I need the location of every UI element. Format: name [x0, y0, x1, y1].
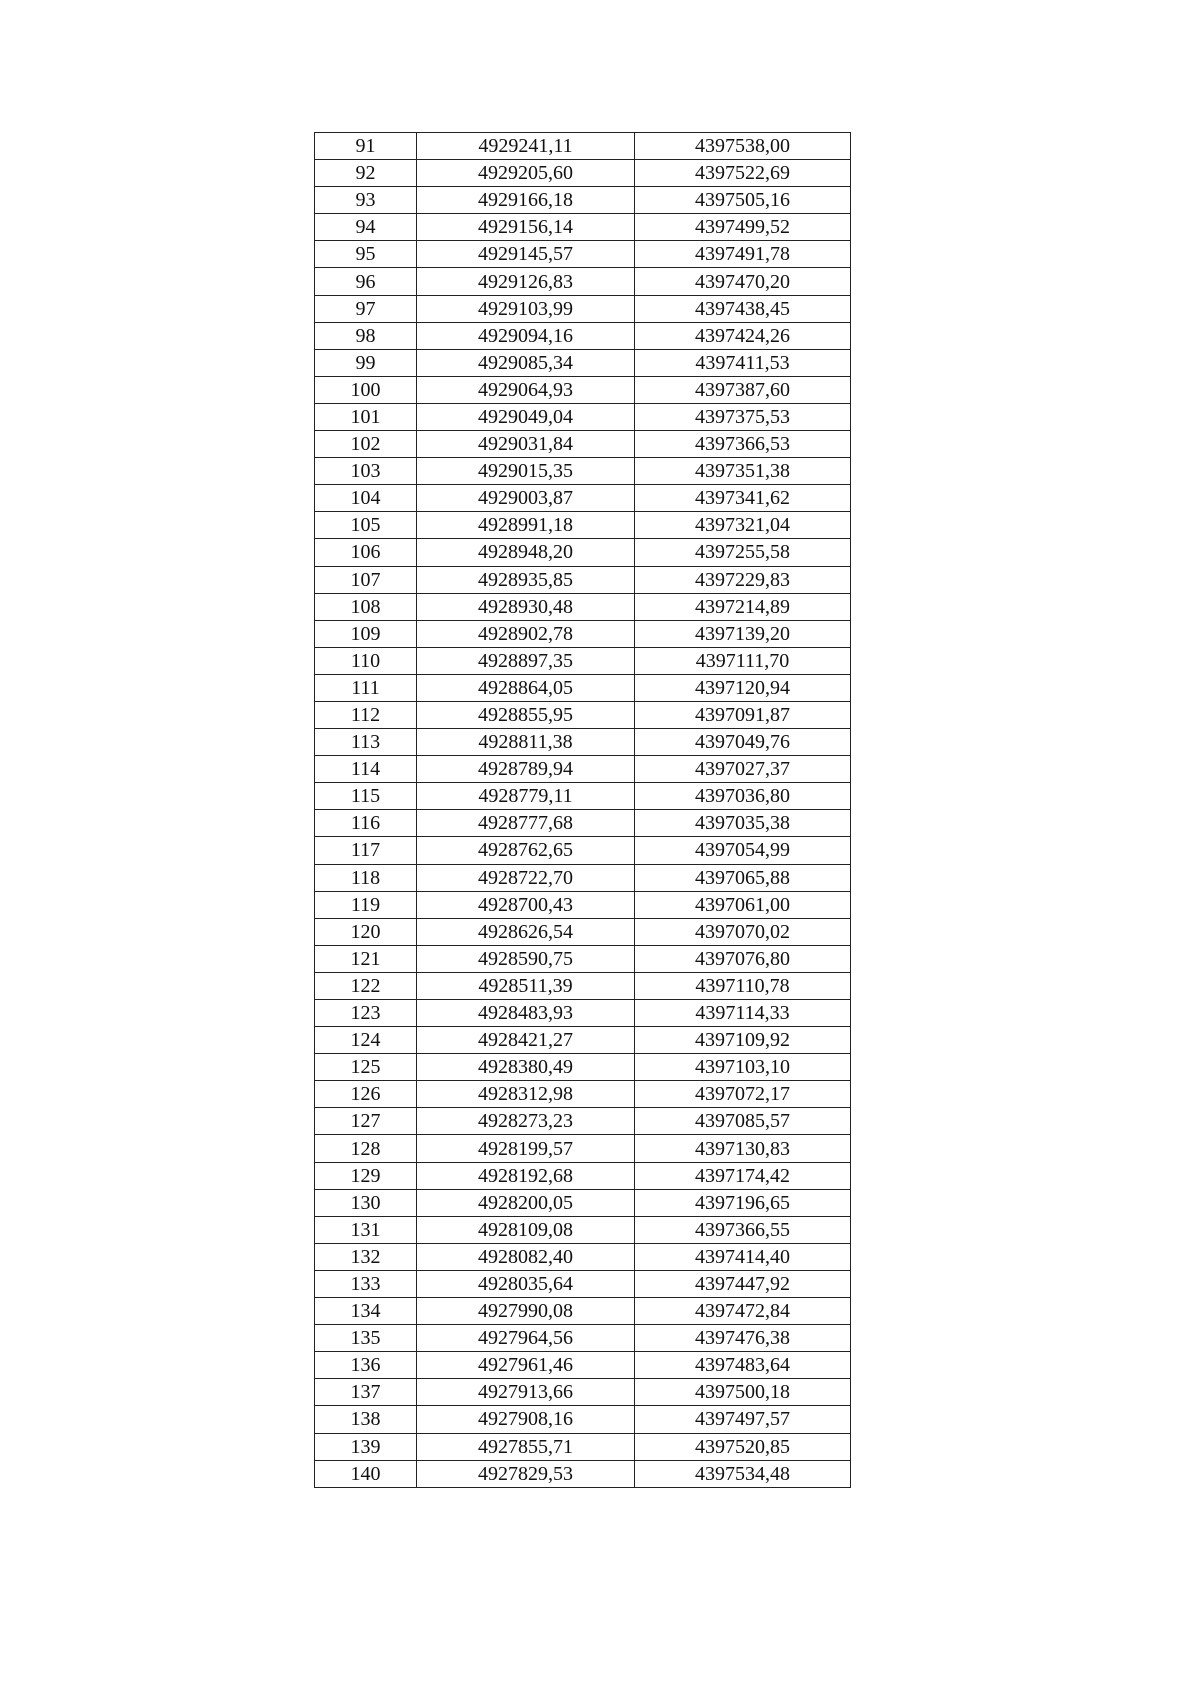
- y-coordinate-cell: 4397229,83: [635, 566, 851, 593]
- table-row: [315, 810, 851, 837]
- point-number-cell: 107: [315, 566, 417, 593]
- x-coordinate-cell: 4928312,98: [417, 1081, 635, 1108]
- y-coordinate-cell: 4397110,78: [635, 972, 851, 999]
- y-coordinate-cell: 4397351,38: [635, 458, 851, 485]
- x-coordinate-cell: 4928722,70: [417, 864, 635, 891]
- point-number-cell: 121: [315, 945, 417, 972]
- point-number-cell: 100: [315, 376, 417, 403]
- point-number-cell: 109: [315, 620, 417, 647]
- y-coordinate-cell: 4397109,92: [635, 1027, 851, 1054]
- y-coordinate-cell: 4397061,00: [635, 891, 851, 918]
- y-coordinate-cell: 4397438,45: [635, 295, 851, 322]
- point-number-cell: 131: [315, 1216, 417, 1243]
- y-coordinate-cell: 4397036,80: [635, 783, 851, 810]
- x-coordinate-cell: 4928109,08: [417, 1216, 635, 1243]
- x-coordinate-cell: 4928935,85: [417, 566, 635, 593]
- point-number-cell: 115: [315, 783, 417, 810]
- table-row: [315, 458, 851, 485]
- point-number-cell: 120: [315, 918, 417, 945]
- table-row: [315, 1027, 851, 1054]
- point-number-cell: 96: [315, 268, 417, 295]
- point-number-cell: 108: [315, 593, 417, 620]
- x-coordinate-cell: 4929015,35: [417, 458, 635, 485]
- table-row: [315, 972, 851, 999]
- point-number-cell: 98: [315, 322, 417, 349]
- point-number-cell: 139: [315, 1433, 417, 1460]
- point-number-cell: 106: [315, 539, 417, 566]
- x-coordinate-cell: 4928700,43: [417, 891, 635, 918]
- point-number-cell: 136: [315, 1352, 417, 1379]
- x-coordinate-cell: 4927961,46: [417, 1352, 635, 1379]
- y-coordinate-cell: 4397538,00: [635, 133, 851, 160]
- table-row: [315, 1162, 851, 1189]
- table-row: [315, 1081, 851, 1108]
- table-row: [315, 647, 851, 674]
- point-number-cell: 94: [315, 214, 417, 241]
- x-coordinate-cell: 4928200,05: [417, 1189, 635, 1216]
- table-row: [315, 1135, 851, 1162]
- point-number-cell: 140: [315, 1460, 417, 1487]
- x-coordinate-cell: 4929145,57: [417, 241, 635, 268]
- table-row: [315, 783, 851, 810]
- y-coordinate-cell: 4397196,65: [635, 1189, 851, 1216]
- x-coordinate-cell: 4927829,53: [417, 1460, 635, 1487]
- table-row: [315, 566, 851, 593]
- table-row: [315, 701, 851, 728]
- x-coordinate-cell: 4929049,04: [417, 403, 635, 430]
- point-number-cell: 118: [315, 864, 417, 891]
- point-number-cell: 104: [315, 485, 417, 512]
- y-coordinate-cell: 4397500,18: [635, 1379, 851, 1406]
- table-row: [315, 295, 851, 322]
- x-coordinate-cell: 4928380,49: [417, 1054, 635, 1081]
- y-coordinate-cell: 4397387,60: [635, 376, 851, 403]
- x-coordinate-cell: 4928626,54: [417, 918, 635, 945]
- point-number-cell: 110: [315, 647, 417, 674]
- x-coordinate-cell: 4929126,83: [417, 268, 635, 295]
- table-row: [315, 729, 851, 756]
- table-row: [315, 1406, 851, 1433]
- x-coordinate-cell: 4929205,60: [417, 160, 635, 187]
- x-coordinate-cell: 4927913,66: [417, 1379, 635, 1406]
- x-coordinate-cell: 4928035,64: [417, 1270, 635, 1297]
- y-coordinate-cell: 4397414,40: [635, 1243, 851, 1270]
- point-number-cell: 113: [315, 729, 417, 756]
- table-row: [315, 674, 851, 701]
- table-row: [315, 593, 851, 620]
- y-coordinate-cell: 4397411,53: [635, 349, 851, 376]
- x-coordinate-cell: 4929103,99: [417, 295, 635, 322]
- x-coordinate-cell: 4928948,20: [417, 539, 635, 566]
- y-coordinate-cell: 4397054,99: [635, 837, 851, 864]
- table-row: [315, 268, 851, 295]
- y-coordinate-cell: 4397447,92: [635, 1270, 851, 1297]
- point-number-cell: 135: [315, 1325, 417, 1352]
- x-coordinate-cell: 4928273,23: [417, 1108, 635, 1135]
- point-number-cell: 116: [315, 810, 417, 837]
- point-number-cell: 117: [315, 837, 417, 864]
- x-coordinate-cell: 4928991,18: [417, 512, 635, 539]
- x-coordinate-cell: 4928930,48: [417, 593, 635, 620]
- y-coordinate-cell: 4397483,64: [635, 1352, 851, 1379]
- point-number-cell: 127: [315, 1108, 417, 1135]
- y-coordinate-cell: 4397076,80: [635, 945, 851, 972]
- point-number-cell: 112: [315, 701, 417, 728]
- point-number-cell: 134: [315, 1298, 417, 1325]
- table-row: [315, 1270, 851, 1297]
- y-coordinate-cell: 4397520,85: [635, 1433, 851, 1460]
- y-coordinate-cell: 4397174,42: [635, 1162, 851, 1189]
- point-number-cell: 137: [315, 1379, 417, 1406]
- table-row: [315, 133, 851, 160]
- y-coordinate-cell: 4397130,83: [635, 1135, 851, 1162]
- point-number-cell: 99: [315, 349, 417, 376]
- x-coordinate-cell: 4928789,94: [417, 756, 635, 783]
- table-row: [315, 376, 851, 403]
- point-number-cell: 138: [315, 1406, 417, 1433]
- point-number-cell: 102: [315, 431, 417, 458]
- table-row: [315, 945, 851, 972]
- x-coordinate-cell: 4927990,08: [417, 1298, 635, 1325]
- table-row: [315, 756, 851, 783]
- x-coordinate-cell: 4929064,93: [417, 376, 635, 403]
- x-coordinate-cell: 4927855,71: [417, 1433, 635, 1460]
- y-coordinate-cell: 4397476,38: [635, 1325, 851, 1352]
- x-coordinate-cell: 4928590,75: [417, 945, 635, 972]
- y-coordinate-cell: 4397499,52: [635, 214, 851, 241]
- table-row: [315, 837, 851, 864]
- table-row: [315, 214, 851, 241]
- y-coordinate-cell: 4397120,94: [635, 674, 851, 701]
- x-coordinate-cell: 4928777,68: [417, 810, 635, 837]
- table-row: [315, 1433, 851, 1460]
- table-row: [315, 1108, 851, 1135]
- x-coordinate-cell: 4928511,39: [417, 972, 635, 999]
- point-number-cell: 130: [315, 1189, 417, 1216]
- table-row: [315, 187, 851, 214]
- y-coordinate-cell: 4397065,88: [635, 864, 851, 891]
- x-coordinate-cell: 4928902,78: [417, 620, 635, 647]
- x-coordinate-cell: 4928762,65: [417, 837, 635, 864]
- x-coordinate-cell: 4929003,87: [417, 485, 635, 512]
- table-row: [315, 1460, 851, 1487]
- y-coordinate-cell: 4397214,89: [635, 593, 851, 620]
- y-coordinate-cell: 4397085,57: [635, 1108, 851, 1135]
- x-coordinate-cell: 4929094,16: [417, 322, 635, 349]
- y-coordinate-cell: 4397366,55: [635, 1216, 851, 1243]
- point-number-cell: 97: [315, 295, 417, 322]
- y-coordinate-cell: 4397366,53: [635, 431, 851, 458]
- y-coordinate-cell: 4397114,33: [635, 1000, 851, 1027]
- table-row: [315, 1216, 851, 1243]
- y-coordinate-cell: 4397522,69: [635, 160, 851, 187]
- x-coordinate-cell: 4927908,16: [417, 1406, 635, 1433]
- x-coordinate-cell: 4929031,84: [417, 431, 635, 458]
- table-row: [315, 1243, 851, 1270]
- y-coordinate-cell: 4397035,38: [635, 810, 851, 837]
- y-coordinate-cell: 4397103,10: [635, 1054, 851, 1081]
- table-row: [315, 485, 851, 512]
- table-row: [315, 539, 851, 566]
- x-coordinate-cell: 4928192,68: [417, 1162, 635, 1189]
- point-number-cell: 103: [315, 458, 417, 485]
- y-coordinate-cell: 4397505,16: [635, 187, 851, 214]
- y-coordinate-cell: 4397321,04: [635, 512, 851, 539]
- table-row: [315, 864, 851, 891]
- x-coordinate-cell: 4929241,11: [417, 133, 635, 160]
- y-coordinate-cell: 4397472,84: [635, 1298, 851, 1325]
- y-coordinate-cell: 4397341,62: [635, 485, 851, 512]
- point-number-cell: 114: [315, 756, 417, 783]
- y-coordinate-cell: 4397072,17: [635, 1081, 851, 1108]
- point-number-cell: 111: [315, 674, 417, 701]
- coordinates-table-body: [315, 133, 851, 1488]
- point-number-cell: 119: [315, 891, 417, 918]
- x-coordinate-cell: 4928864,05: [417, 674, 635, 701]
- table-row: [315, 1000, 851, 1027]
- point-number-cell: 125: [315, 1054, 417, 1081]
- y-coordinate-cell: 4397139,20: [635, 620, 851, 647]
- table-row: [315, 1189, 851, 1216]
- x-coordinate-cell: 4929085,34: [417, 349, 635, 376]
- table-row: [315, 1379, 851, 1406]
- point-number-cell: 128: [315, 1135, 417, 1162]
- x-coordinate-cell: 4928779,11: [417, 783, 635, 810]
- table-row: [315, 620, 851, 647]
- point-number-cell: 92: [315, 160, 417, 187]
- point-number-cell: 91: [315, 133, 417, 160]
- coordinates-table: [314, 132, 851, 1488]
- point-number-cell: 126: [315, 1081, 417, 1108]
- x-coordinate-cell: 4928199,57: [417, 1135, 635, 1162]
- x-coordinate-cell: 4928855,95: [417, 701, 635, 728]
- y-coordinate-cell: 4397049,76: [635, 729, 851, 756]
- x-coordinate-cell: 4927964,56: [417, 1325, 635, 1352]
- x-coordinate-cell: 4928811,38: [417, 729, 635, 756]
- x-coordinate-cell: 4928421,27: [417, 1027, 635, 1054]
- y-coordinate-cell: 4397070,02: [635, 918, 851, 945]
- point-number-cell: 101: [315, 403, 417, 430]
- point-number-cell: 124: [315, 1027, 417, 1054]
- table-row: [315, 918, 851, 945]
- y-coordinate-cell: 4397091,87: [635, 701, 851, 728]
- x-coordinate-cell: 4928897,35: [417, 647, 635, 674]
- table-row: [315, 1352, 851, 1379]
- table-row: [315, 322, 851, 349]
- table-row: [315, 241, 851, 268]
- y-coordinate-cell: 4397497,57: [635, 1406, 851, 1433]
- y-coordinate-cell: 4397027,37: [635, 756, 851, 783]
- point-number-cell: 129: [315, 1162, 417, 1189]
- x-coordinate-cell: 4928483,93: [417, 1000, 635, 1027]
- point-number-cell: 133: [315, 1270, 417, 1297]
- table-row: [315, 160, 851, 187]
- table-row: [315, 403, 851, 430]
- y-coordinate-cell: 4397111,70: [635, 647, 851, 674]
- point-number-cell: 93: [315, 187, 417, 214]
- y-coordinate-cell: 4397534,48: [635, 1460, 851, 1487]
- y-coordinate-cell: 4397491,78: [635, 241, 851, 268]
- y-coordinate-cell: 4397470,20: [635, 268, 851, 295]
- x-coordinate-cell: 4929166,18: [417, 187, 635, 214]
- x-coordinate-cell: 4929156,14: [417, 214, 635, 241]
- table-row: [315, 349, 851, 376]
- table-row: [315, 891, 851, 918]
- y-coordinate-cell: 4397375,53: [635, 403, 851, 430]
- table-row: [315, 1054, 851, 1081]
- table-row: [315, 512, 851, 539]
- x-coordinate-cell: 4928082,40: [417, 1243, 635, 1270]
- table-row: [315, 1325, 851, 1352]
- table-row: [315, 431, 851, 458]
- point-number-cell: 105: [315, 512, 417, 539]
- y-coordinate-cell: 4397255,58: [635, 539, 851, 566]
- point-number-cell: 132: [315, 1243, 417, 1270]
- point-number-cell: 122: [315, 972, 417, 999]
- y-coordinate-cell: 4397424,26: [635, 322, 851, 349]
- table-row: [315, 1298, 851, 1325]
- point-number-cell: 95: [315, 241, 417, 268]
- point-number-cell: 123: [315, 1000, 417, 1027]
